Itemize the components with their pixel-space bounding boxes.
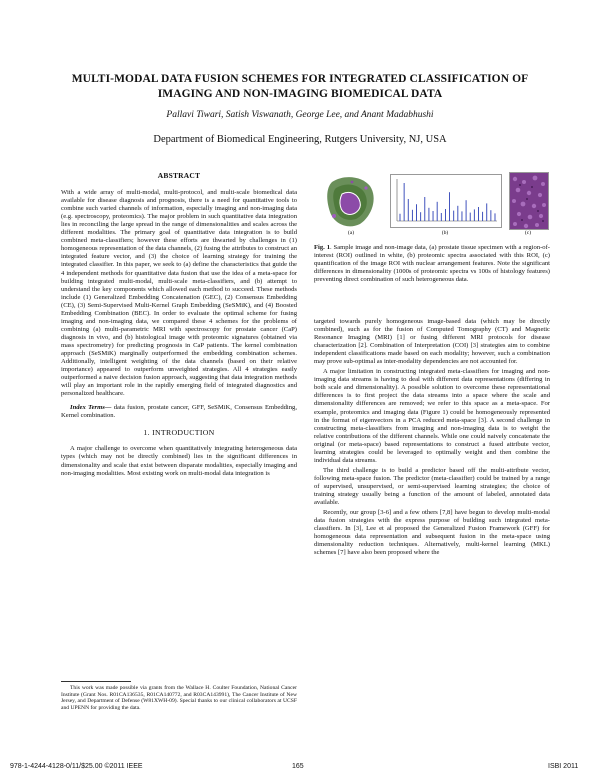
abstract-body: With a wide array of multi-modal, multi-protocol, and multi-scale biomedical data available for disease diagnosis and prognosis, there is a need for quantitative tools to combine such varied channels of information, especially imaging and non-imaging data (e.g. spectroscopy, proteomics). The major problem in such quantitative data integration lies in reconciling the large spread in the range of dimensionalities and scales across the different modalities. The primary goal of quantitative data integration is to build combined meta-classifiers; however these efforts are thwarted by challenges in (1) homogeneous representation of the data channels, (2) fusing the attributes to construct an integrated feature vector, and (3) the choice of learning strategy for training the integrated classifier. In this paper, we seek to (a) define the characteristics that guide the 4 independent methods for quantitative data fusion that use the idea of a meta-space for building integrated multi-modal, multi-scale meta-classifiers, and (b) attempt to understand the key components which allowed each method to succeed. These methods include (1) Generalized Embedding Concatenation (GEC), (2) Consensus Embedding (CE), (3) Semi-Supervised Multi-Kernel Graph Embedding (SeSMiK), and (4) Boosted Embedding Combination (BEC). In order to evaluate the optimal scheme for fusing imaging and non-imaging data, we compared these 4 schemes for the problems of combining (a) multi-parametric MRI with spectroscopy for prostate cancer (CaP) diagnosis in vivo, and (b) histological image with proteomic signatures (obtained via mass spectrometry) for predicting prognosis in CaP patients. The kernel combination approach (SeSMiK) marginally outperformed the embedding combination schemes. Additionally, intelligent weighting of the data channels (based on their relative importance) appeared to outperform unweighted strategies. All 4 strategies easily outperformed a naive decision fusion approach, suggesting that data integration methods will play an important role in the rapidly emerging field of integrated diagnostics and personalized healthcare. (61, 189, 297, 398)
title-line-1: MULTI-MODAL DATA FUSION SCHEMES FOR INTEGRATED CLASSIFICATION OF (71, 73, 529, 85)
intro-paragraph-2: A major limitation in constructing integrated meta-classifiers for imaging and non-imaging data streams is having to deal with different data representations (differing in both scale and dimensionality). A possible solution to overcome these representational differences is to first project the data streams into a space where the scale and dimensionality differences are removed; we refer to this space as a meta-space. For example, proteomics and imaging data (Figure 1) could be homogeneously represented in the format of eigenvectors in a PCA reduced meta-space [3]. A second challenge in constructing meta-classifiers from imaging and non-imaging data is to weight the relative contributions of the different channels. While one could naively concatenate the original (or meta-space) based representations to construct a fused attribute vector, learning strategies could be leveraged to optimally weight and then combine the individual data streams. (314, 368, 550, 464)
title-line-2: IMAGING AND NON-IMAGING BIOMEDICAL DATA (157, 88, 443, 100)
abstract-heading: ABSTRACT (157, 171, 201, 180)
figure-label-a: (a) (347, 230, 355, 236)
intro-heading: 1. INTRODUCTION (143, 428, 215, 438)
proteomic-spectrum-plot (390, 174, 502, 228)
footer-copyright: 978-1-4244-4128-0/11/$25.00 ©2011 IEEE (10, 763, 143, 770)
index-terms (61, 404, 297, 420)
figure-caption-text: . Sample image and non-image data, (a) prostate tissue specimen with a region-of-interest (ROI) outlined in white, (b) proteomic spectra associated with this ROI, (c) quantification of the image ROI with nuclear arrangement features. Note the significant differences in dimensionality (1000s of proteomic spectra vs 100s of histology features) preventing direct combination of such heterogeneous data. (314, 244, 550, 284)
footer-conference: ISBI 2011 (548, 763, 579, 770)
intro-body: A major challenge to overcome when quantitatively integrating heterogeneous data types (which may not be directly combined) lies in the significant differences in dimensionality and scale that exist between disparate modalities, especially imaging and non-imaging modalities. Most existing work on multi-modal data integration is (61, 445, 297, 477)
footnote-divider (61, 681, 131, 682)
index-terms-text: data fusion, prostate cancer, GFF, SeSMiK, Consensus Embedding, Kernel combination. (61, 404, 297, 420)
footnote: This work was made possible via grants from the Wallace H. Coulter Foundation, National Cancer Institute (Grant Nos. R01CA136535, R01CA140772, and R03CA143991), The Cancer Institute of New Jersey, and Department of Defense (W81XWH-09). Special thanks to our clinical collaborators at UCSF and UPENN for providing the data. (61, 685, 297, 712)
figure-label-c: (c) (524, 230, 532, 236)
right-column-body (314, 318, 550, 557)
figure-label-b: (b) (441, 230, 449, 236)
paper-title (40, 72, 560, 102)
abstract-section (61, 172, 297, 478)
tissue-specimen-image (322, 172, 380, 230)
author-list: Pallavi Tiwari, Satish Viswanath, George Lee, and Anant Madabhushi (166, 110, 434, 120)
intro-paragraph-3: The third challenge is to build a predictor based off the multi-attribute vector, following meta-space fusion. The predictor (meta-classifier) could be trained by a range of supervised, unsupervised, or semi-supervised learning strategies; the choice of training strategy usually being a function of the amount of labeled, annotated data available. (314, 466, 550, 507)
figure-1 (322, 172, 548, 238)
figure-caption (314, 244, 550, 284)
affiliation: Department of Biomedical Engineering, Rutgers University, NJ, USA (153, 134, 447, 145)
intro-paragraph-4: Recently, our group [3-6] and a few others [7,8] have begun to develop multi-modal data fusion strategies with the express purpose of building such integrated meta-classifiers. In [3], Lee et al proposed the Generalized Fusion Framework (GFF) for homogeneous data representation and subsequent fusion in the meta-space using dimensionality reduction techniques. Alternatively, multi-kernel learning (MKL) schemes [7] have also been proposed where the (314, 509, 550, 557)
footer-page-number: 165 (292, 763, 304, 770)
figure-caption-label: Fig. 1 (314, 244, 330, 251)
index-terms-label: Index Terms— (70, 404, 112, 412)
nuclear-features-image (509, 172, 549, 230)
intro-paragraph-1: targeted towards purely homogeneous image-based data (which may be directly combined), such as for the fusion of Computed Tomography (CT) and Magnetic Resonance Imaging (MRI) [1] or fusing different MRI protocols for disease characterization [2]. Combination of Interpretation (COI) [3] strategies aim to combine independent classifications made based on each modality; however, such a combination may prove sub-optimal as inter-modality dependencies are not accounted for. (314, 318, 550, 366)
